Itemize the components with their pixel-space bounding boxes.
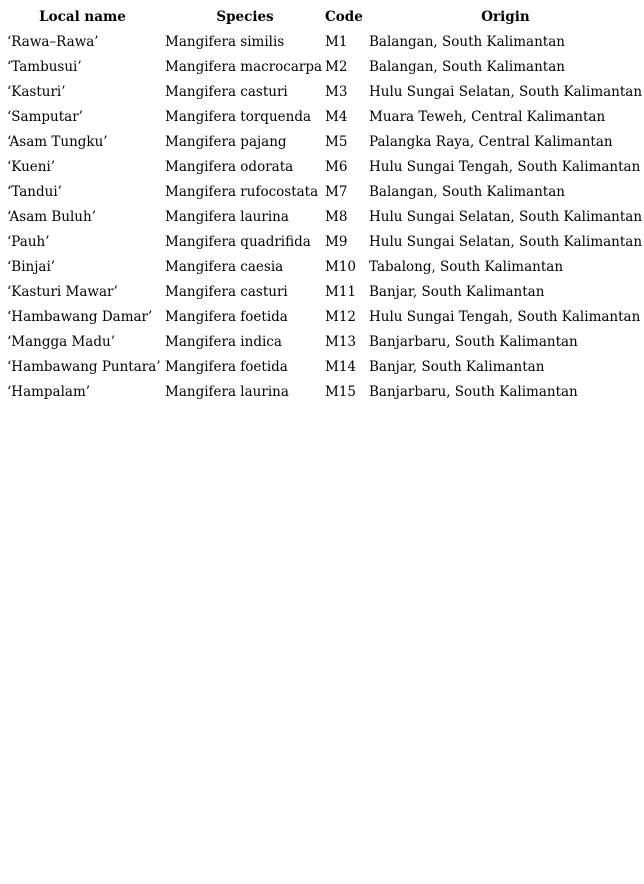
cell-species: Mangifera casturi xyxy=(165,84,288,100)
cell-origin: Banjarbaru, South Kalimantan xyxy=(369,334,578,350)
cell-species: Mangifera foetida xyxy=(165,359,288,375)
cell-species: Mangifera pajang xyxy=(165,134,287,150)
table-row xyxy=(0,30,642,55)
cell-local-name: ‘Samputar’ xyxy=(7,109,83,125)
cell-code: M3 xyxy=(325,84,348,100)
cell-local-name: ‘Hambawang Puntara’ xyxy=(7,359,161,375)
table-row xyxy=(0,230,642,255)
cell-species: Mangifera laurina xyxy=(165,384,289,400)
cell-species: Mangifera casturi xyxy=(165,284,288,300)
cell-local-name: ‘Tambusui’ xyxy=(7,59,82,75)
cell-origin: Hulu Sungai Selatan, South Kalimantan xyxy=(369,209,642,225)
cell-local-name: ‘Kasturi Mawar’ xyxy=(7,284,118,300)
table-row xyxy=(0,280,642,305)
table-row xyxy=(0,155,642,180)
cell-origin: Balangan, South Kalimantan xyxy=(369,184,565,200)
table-row xyxy=(0,130,642,155)
cell-origin: Banjar, South Kalimantan xyxy=(369,359,545,375)
table-row xyxy=(0,255,642,280)
cell-code: M8 xyxy=(325,209,348,225)
cell-code: M1 xyxy=(325,34,348,50)
cell-local-name: ‘Tandui’ xyxy=(7,184,62,200)
header-species: Species xyxy=(216,9,274,25)
header-local-name: Local name xyxy=(39,9,126,25)
header-code: Code xyxy=(325,9,363,25)
table-row xyxy=(0,355,642,380)
cell-origin: Hulu Sungai Selatan, South Kalimantan xyxy=(369,234,642,250)
header-row xyxy=(0,5,642,30)
cell-species: Mangifera indica xyxy=(165,334,282,350)
cell-local-name: ‘Pauh’ xyxy=(7,234,50,250)
table-row xyxy=(0,180,642,205)
table-row xyxy=(0,80,642,105)
cell-origin: Hulu Sungai Selatan, South Kalimantan xyxy=(369,84,642,100)
cell-code: M9 xyxy=(325,234,348,250)
table-row xyxy=(0,105,642,130)
cell-species: Mangifera similis xyxy=(165,34,285,50)
cell-code: M14 xyxy=(325,359,357,375)
table-row xyxy=(0,330,642,355)
cell-code: M15 xyxy=(325,384,357,400)
table-row xyxy=(0,305,642,330)
cell-origin: Balangan, South Kalimantan xyxy=(369,59,565,75)
cell-origin: Hulu Sungai Tengah, South Kalimantan xyxy=(369,309,641,325)
cell-code: M4 xyxy=(325,109,348,125)
cell-code: M5 xyxy=(325,134,348,150)
cell-species: Mangifera odorata xyxy=(165,159,294,175)
cell-local-name: ‘Kasturi’ xyxy=(7,84,66,100)
cell-species: Mangifera torquenda xyxy=(165,109,312,125)
cell-local-name: ‘Asam Tungku’ xyxy=(7,134,108,150)
table-row xyxy=(0,205,642,230)
cell-code: M12 xyxy=(325,309,357,325)
cell-origin: Banjarbaru, South Kalimantan xyxy=(369,384,578,400)
cell-local-name: ‘Mangga Madu’ xyxy=(7,334,115,350)
table-row xyxy=(0,380,642,405)
cell-code: M11 xyxy=(325,284,357,300)
header-origin: Origin xyxy=(481,9,530,25)
cell-species: Mangifera laurina xyxy=(165,209,289,225)
cell-local-name: ‘Asam Buluh’ xyxy=(7,209,96,225)
table-row xyxy=(0,55,642,80)
cell-species: Mangifera quadrifida xyxy=(165,234,311,250)
cell-code: M10 xyxy=(325,259,357,275)
cell-species: Mangifera caesia xyxy=(165,259,284,275)
cell-code: M6 xyxy=(325,159,348,175)
table-header xyxy=(0,5,642,30)
cell-species: Mangifera rufocostata xyxy=(165,184,319,200)
mangifera-accessions-table xyxy=(0,5,642,405)
cell-local-name: ‘Hampalam’ xyxy=(7,384,91,400)
cell-origin: Tabalong, South Kalimantan xyxy=(369,259,564,275)
cell-local-name: ‘Kueni’ xyxy=(7,159,56,175)
cell-origin: Hulu Sungai Tengah, South Kalimantan xyxy=(369,159,641,175)
table-body xyxy=(0,30,642,405)
cell-code: M13 xyxy=(325,334,357,350)
cell-code: M2 xyxy=(325,59,348,75)
cell-origin: Palangka Raya, Central Kalimantan xyxy=(369,134,613,150)
cell-code: M7 xyxy=(325,184,348,200)
cell-origin: Balangan, South Kalimantan xyxy=(369,34,565,50)
cell-local-name: ‘Rawa–Rawa’ xyxy=(7,34,99,50)
cell-origin: Banjar, South Kalimantan xyxy=(369,284,545,300)
cell-local-name: ‘Binjai’ xyxy=(7,259,56,275)
cell-local-name: ‘Hambawang Damar’ xyxy=(7,309,153,325)
cell-origin: Muara Teweh, Central Kalimantan xyxy=(369,109,606,125)
cell-species: Mangifera macrocarpa xyxy=(165,59,323,75)
cell-species: Mangifera foetida xyxy=(165,309,288,325)
